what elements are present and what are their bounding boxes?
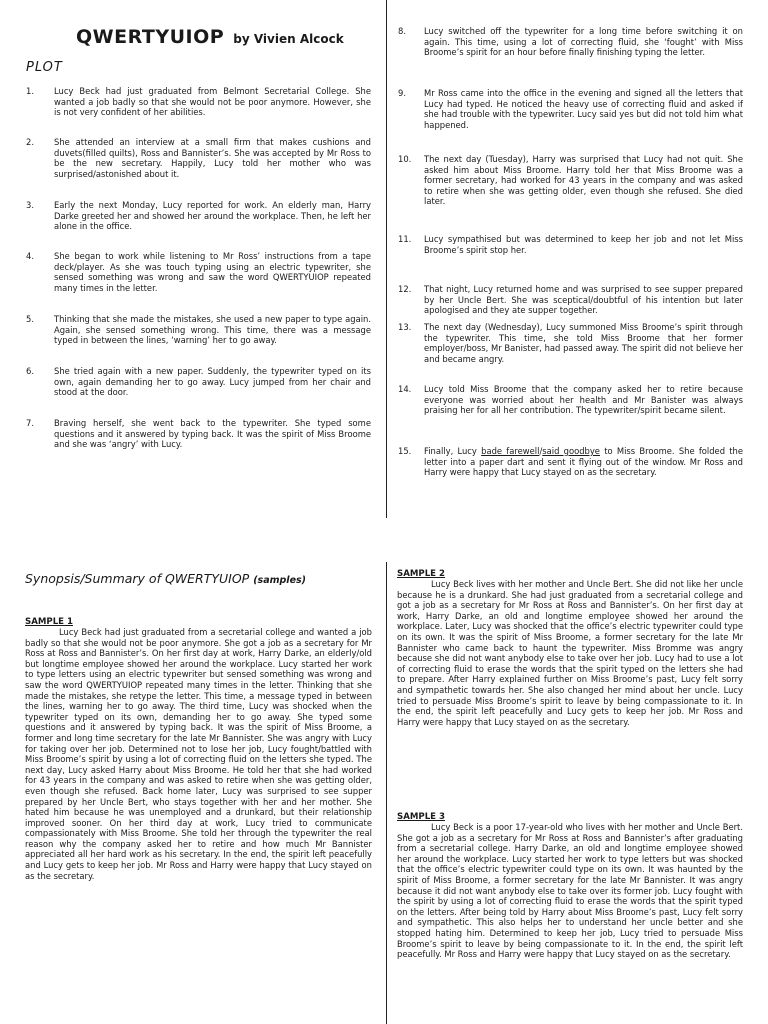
title-row	[76, 26, 344, 48]
plot-item-number: 9.	[398, 88, 406, 98]
plot-item-number: 1.	[26, 86, 34, 96]
plot-item-text: Lucy told Miss Broome that the company asked her to retire because everyone was worried about her health and Mr Banister was always praising her for all her contribution. The typewriter/spirit became silent.	[424, 384, 743, 416]
text-run: to Miss Broome. She folded the letter into a paper dart and sent it flying out of the window. Mr Ross and Harry were happy that Lucy stayed on as the secretary.	[424, 446, 744, 478]
plot-item-number: 4.	[26, 251, 34, 261]
plot-item	[26, 86, 371, 118]
plot-item-text: Mr Ross came into the office in the evening and signed all the letters that Lucy had typed. He noticed the heavy use of correcting fluid and asked if she had trouble with the typewriter. Lucy said yes but did not told him what happened.	[424, 88, 743, 130]
plot-item	[398, 384, 743, 416]
synopsis-title-text: Synopsis/Summary of QWERTYUIOP	[25, 571, 250, 586]
plot-item-number: 3.	[26, 200, 34, 210]
sample-3-text: Lucy Beck is a poor 17-year-old who lives with her mother and Uncle Bert. She got a job as a secretary for Mr Ross at Ross and Bannister’s after graduating from a secretarial college. Harry Darke, an old and longtime employee showed her around the workplace. Lucy started her work to type letters but was shocked that the office’s electric typewriter could type on its own. It was haunted by the spirit of Miss Broome, a former secretary for the late Mr Bannister. It was angry because it did not want anybody else to take over its former job. Lucy fought with the spirit by using a lot of correcting fluid to erase the words that the spirit typed on the letters. After being told by Harry about Miss Broome’s past, Lucy felt sorry and sympathetic. This also helps her to understand her uncle better and she stopped hating him. Determined to keep her job, Lucy tried to persuade Miss Broome’s spirit to leave by being compassionate to it. In the end, the spirit left peacefully. Mr Ross and Harry were happy that Lucy stayed on as the secretary.	[397, 822, 743, 960]
sample-2	[397, 569, 743, 727]
plot-item-number: 2.	[26, 137, 34, 147]
plot-item	[398, 26, 743, 58]
plot-item	[26, 366, 371, 398]
sample-2-label: SAMPLE 2	[397, 569, 446, 579]
plot-item-text: She tried again with a new paper. Suddenly, the typewriter typed on its own, again demanding her to go away. Lucy jumped from her chair and stood at the door.	[54, 366, 371, 398]
underlined-phrase: bade farewell	[481, 446, 540, 456]
plot-item	[26, 314, 371, 346]
column-divider	[386, 0, 387, 518]
plot-item	[398, 284, 743, 316]
author-byline: by Vivien Alcock	[233, 32, 344, 46]
plot-item	[26, 137, 371, 179]
plot-item-text: Lucy sympathised but was determined to keep her job and not let Miss Broome’s spirit stop her.	[424, 234, 743, 255]
plot-item-text: Thinking that she made the mistakes, she used a new paper to type again. Again, she sensed something wrong. This time, there was a message typed in between the lines, ‘warning’ her to go away.	[54, 314, 371, 346]
synopsis-page	[0, 562, 768, 1024]
plot-item	[398, 322, 743, 364]
plot-item	[398, 88, 743, 130]
plot-item-text: Early the next Monday, Lucy reported for work. An elderly man, Harry Darke greeted her and showed her around the workplace. Then, he left her alone in the office.	[54, 200, 371, 232]
sample-2-text: Lucy Beck lives with her mother and Uncle Bert. She did not like her uncle because he is a drunkard. She had just graduated from a secretarial college and got a job as a secretary for Mr Ross at Ross and Bannister’s. On her first day at work, Harry Darke, an old and longtime employee showed her around the workplace. Later, Lucy was shocked that the office’s electric typewriter could type on its own. It was the spirit of Miss Broome, a former secretary for the late Mr Bannister who came back to haunt the typewriter. Miss Bromme was angry because she did not want anybody else to take over her job. Lucy had to use a lot of correcting fluid to erase the words that the spirit typed on the letters she had to prepare. After Harry explained further on Miss Broome’s past, Lucy felt sorry and sympathetic towards her. She also changed her mind about her uncle. Lucy tried to persuade Miss Broome’s spirit to leave by being compassionate to it. In the end, the spirit left peacefully and Lucy gets to keep her job. Mr Ross and Harry were happy that Lucy stayed on as the secretary.	[397, 579, 743, 727]
text-run: /	[539, 446, 543, 456]
plot-item-number: 10.	[398, 154, 412, 164]
plot-item-number: 7.	[26, 418, 34, 428]
text-run: Finally, Lucy	[424, 446, 482, 456]
plot-item	[398, 234, 743, 255]
plot-item-number: 13.	[398, 322, 412, 332]
plot-item-text: She attended an interview at a small firm that makes cushions and duvets(filled quilts), Ross and Bannister’s. She was accepted by Mr Ross to be the new secretary. Happily, Lucy told her mother who was surprised/astonished about it.	[54, 137, 371, 179]
document-title: QWERTYUIOP	[76, 26, 225, 48]
plot-item-text: She began to work while listening to Mr Ross’ instructions from a tape deck/player. As she was touch typing using an electric typewriter, she sensed something was wrong and saw the word QWERTYUIOP repeated many times in the letter.	[54, 251, 371, 293]
plot-item-text: Braving herself, she went back to the typewriter. She typed some questions and it answered by typing back. It was the spirit of Miss Broome and she was ‘angry’ with Lucy.	[54, 418, 371, 450]
plot-item-number: 12.	[398, 284, 412, 294]
column-divider-bottom	[386, 562, 387, 1024]
plot-item-text: The next day (Tuesday), Harry was surprised that Lucy had not quit. She asked him about Miss Broome. Harry told her that Miss Broome was a former secretary, had worked for 43 years in the company and was asked to retire when she was getting older, even though she refused. She died later.	[424, 154, 743, 207]
plot-item-text: That night, Lucy returned home and was surprised to see supper prepared by her Uncle Bert. She was sceptical/doubtful of his intention but later apologised and they ate supper together.	[424, 284, 743, 316]
plot-heading: PLOT	[26, 60, 63, 75]
sample-1-text: Lucy Beck had just graduated from a secretarial college and wanted a job badly so that she would not be poor anymore. She got a job as a secretary for Mr Ross at Ross and Bannister’s. On her first day at work, Harry Darke, an elderly/old but longtime employee showed her around the workplace. Lucy started her work to type letters using an electric typewriter but sensed something was wrong and saw the word QWERTYUIOP repeated many times in the letter. Thinking that she made the mistakes, she retype the letter. This time, a message typed in between the lines, warning her to go away. The third time, Lucy was shocked when the typewriter typed on its own, demanding her to go away. She typed some questions and it answered by typing back. It was the spirit of Miss Broome, a former and long time secretary for the late Mr Bannister. She was angry with Lucy for taking over her job. Determined not to lose her job, Lucy fought/battled with Miss Broome’s spirit by using a lot of correcting fluid on the letters she typed. The next day, Lucy asked Harry about Miss Broome. He told her that she had worked for 43 years in the company and was asked to retire when she was getting older, even though she refused. Back home later, Lucy was surprised to see supper prepared by her Uncle Bert, who stays together with her and her mother. She hated him because he was unemployed and a drunkard, but their relationship improved sooner. On her third day at work, Lucy tried to communicate compassionately with Miss Broome. She told her through the typewriter the real reason why the company asked her to retire and how much Mr Bannister appreciated all her hard work as his secretary. In the end, the spirit left peacefully and Lucy gets to keep her job. Mr Ross and Harry were happy that Lucy stayed on as the secretary.	[25, 627, 372, 881]
plot-item	[398, 446, 743, 478]
sample-1-label: SAMPLE 1	[25, 617, 74, 627]
underlined-phrase: said goodbye	[542, 446, 600, 456]
plot-item-number: 11.	[398, 234, 412, 244]
plot-item-number: 14.	[398, 384, 412, 394]
synopsis-samples-tag: (samples)	[253, 575, 307, 586]
synopsis-title	[25, 571, 306, 586]
plot-item	[398, 154, 743, 207]
plot-item	[26, 418, 371, 450]
plot-item-number: 15.	[398, 446, 412, 456]
plot-item-number: 8.	[398, 26, 406, 36]
sample-3-label: SAMPLE 3	[397, 812, 446, 822]
sample-3	[397, 812, 743, 960]
sample-1	[25, 617, 372, 881]
plot-item-text: The next day (Wednesday), Lucy summoned Miss Broome’s spirit through the typewriter. This time, she told Miss Broome that her former employer/boss, Mr Banister, had passed away. The spirit did not believe her and became angry.	[424, 322, 743, 364]
plot-item-text: Lucy switched off the typewriter for a long time before switching it on again. This time, using a lot of correcting fluid, she ‘fought’ with Miss Broome’s spirit for an hour before finally finishing typing the letter.	[424, 26, 743, 58]
plot-item-text	[398, 446, 743, 478]
plot-item	[26, 200, 371, 232]
plot-item-number: 5.	[26, 314, 34, 324]
plot-item-number: 6.	[26, 366, 34, 376]
plot-item	[26, 251, 371, 293]
plot-item-text: Lucy Beck had just graduated from Belmont Secretarial College. She wanted a job badly so that she would not be poor anymore. However, she is not very confident of her abilities.	[54, 86, 371, 118]
